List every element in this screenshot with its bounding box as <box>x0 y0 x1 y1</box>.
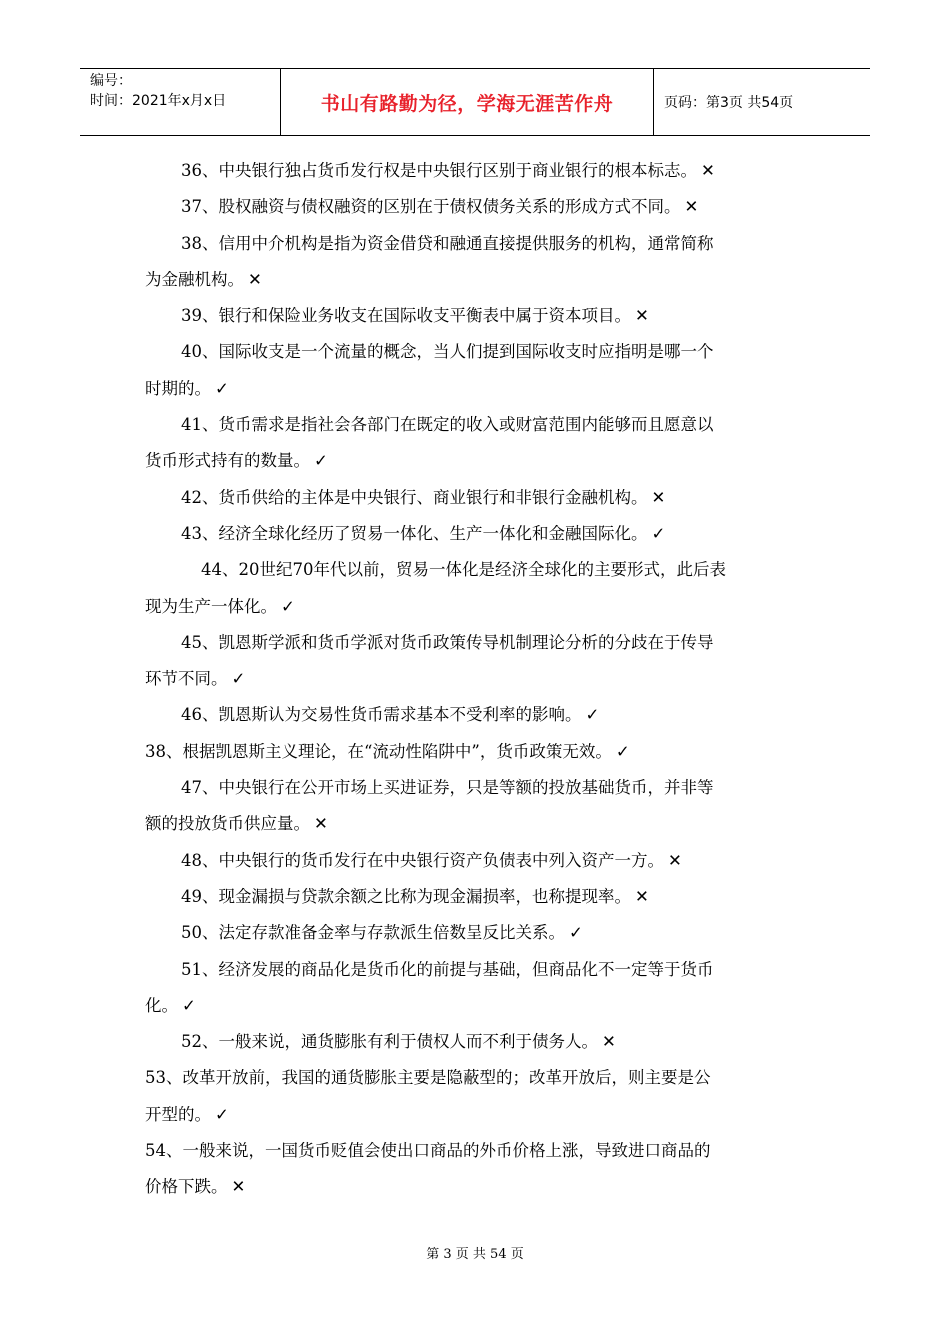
cross-mark-icon: ✕ <box>701 161 715 180</box>
text-line <box>145 915 810 951</box>
line-text: 48、中央银行的货币发行在中央银行资产负债表中列入资产一方。 <box>181 850 664 870</box>
line-text: 44、20世纪70年代以前，贸易一体化是经济全球化的主要形式，此后表 <box>201 560 726 580</box>
text-line <box>145 153 810 189</box>
cross-mark-icon: ✕ <box>231 1177 246 1197</box>
text-line <box>145 770 810 806</box>
check-mark-icon: ✓ <box>281 596 295 616</box>
check-mark-icon: ✓ <box>215 1104 229 1124</box>
line-text: 54、一般来说，一国货币贬值会使出口商品的外币价格上涨，导致进口商品的 <box>145 1141 711 1161</box>
text-line <box>145 407 810 443</box>
check-mark-icon: ✓ <box>615 741 630 761</box>
line-text: 53、改革开放前，我国的通货膨胀主要是隐蔽型的；改革开放后，则主要是公 <box>145 1068 711 1088</box>
line-text: 现为生产一体化。 <box>145 596 277 616</box>
header-motto: 书山有路勤为径，学海无涯苦作舟 <box>281 69 654 135</box>
number-label: 编号： <box>90 73 132 89</box>
line-text: 36、中央银行独占货币发行权是中央银行区别于商业银行的根本标志。 <box>181 161 697 180</box>
cross-mark-icon: ✕ <box>635 306 649 326</box>
text-line <box>145 988 810 1024</box>
text-line <box>145 189 810 225</box>
cross-mark-icon: ✕ <box>314 814 328 834</box>
check-mark-icon: ✓ <box>314 451 328 471</box>
cross-mark-icon: ✕ <box>248 269 262 289</box>
line-text: 41、货币需求是指社会各部门在既定的收入或财富范围内能够而且愿意以 <box>181 415 714 435</box>
page-header <box>80 68 870 136</box>
text-line <box>145 516 810 552</box>
line-text: 47、中央银行在公开市场上买进证券，只是等额的投放基础货币，并非等 <box>181 778 714 798</box>
header-meta <box>80 69 281 135</box>
line-text: 45、凯恩斯学派和货币学派对货币政策传导机制理论分析的分歧在于传导 <box>181 632 714 652</box>
check-mark-icon: ✓ <box>585 705 600 725</box>
cross-mark-icon: ✕ <box>684 197 699 217</box>
line-text: 37、股权融资与债权融资的区别在于债权债务关系的形成方式不同。 <box>181 197 681 217</box>
line-text: 额的投放货币供应量。 <box>145 814 310 834</box>
text-line <box>145 697 810 733</box>
line-text: 时期的。 <box>145 378 211 398</box>
check-mark-icon: ✓ <box>651 523 666 543</box>
text-line <box>145 661 810 697</box>
line-text: 46、凯恩斯认为交易性货币需求基本不受利率的影响。 <box>181 705 582 725</box>
line-text: 开型的。 <box>145 1104 211 1124</box>
text-line <box>145 226 810 262</box>
line-text: 38、根据凯恩斯主义理论，在“流动性陷阱中”，货币政策无效。 <box>145 741 612 761</box>
line-text: 51、经济发展的商品化是货币化的前提与基础，但商品化不一定等于货币 <box>181 959 714 979</box>
line-text: 40、国际收支是一个流量的概念，当人们提到国际收支时应指明是哪一个 <box>181 342 714 362</box>
text-line <box>145 552 810 588</box>
line-text: 化。 <box>145 995 178 1015</box>
date-label: 时间：2021年x月x日 <box>90 93 227 109</box>
text-line <box>145 1097 810 1133</box>
line-text: 为金融机构。 <box>145 269 244 289</box>
text-line <box>145 589 810 625</box>
line-text: 42、货币供给的主体是中央银行、商业银行和非银行金融机构。 <box>181 487 648 507</box>
text-line <box>145 843 810 879</box>
check-mark-icon: ✓ <box>569 923 583 943</box>
text-line <box>145 1133 810 1169</box>
check-mark-icon: ✓ <box>182 995 196 1015</box>
text-line <box>145 262 810 298</box>
page-footer: 第 3 页 共 54 页 <box>426 1247 524 1262</box>
header-page-info: 页码：第3页 共54页 <box>664 95 794 111</box>
text-line <box>145 371 810 407</box>
line-text: 43、经济全球化经历了贸易一体化、生产一体化和金融国际化。 <box>181 523 648 543</box>
text-line <box>145 806 810 842</box>
text-line <box>145 480 810 516</box>
check-mark-icon: ✓ <box>215 378 229 398</box>
text-line <box>145 1060 810 1096</box>
text-line <box>145 1024 810 1060</box>
check-mark-icon: ✓ <box>231 669 246 689</box>
line-text: 货币形式持有的数量。 <box>145 451 310 471</box>
document-body <box>145 153 810 1206</box>
cross-mark-icon: ✕ <box>602 1032 616 1052</box>
text-line <box>145 734 810 770</box>
line-text: 52、一般来说，通货膨胀有利于债权人而不利于债务人。 <box>181 1032 598 1052</box>
line-text: 49、现金漏损与贷款余额之比称为现金漏损率，也称提现率。 <box>181 886 631 906</box>
text-line <box>145 952 810 988</box>
cross-mark-icon: ✕ <box>635 886 649 906</box>
text-line <box>145 298 810 334</box>
line-text: 价格下跌。 <box>145 1177 228 1197</box>
cross-mark-icon: ✕ <box>668 850 682 870</box>
cross-mark-icon: ✕ <box>651 487 666 507</box>
text-line <box>145 625 810 661</box>
line-text: 环节不同。 <box>145 669 228 689</box>
text-line <box>145 1169 810 1205</box>
line-text: 39、银行和保险业务收支在国际收支平衡表中属于资本项目。 <box>181 306 631 326</box>
text-line <box>145 879 810 915</box>
text-line <box>145 443 810 479</box>
text-line <box>145 334 810 370</box>
line-text: 38、信用中介机构是指为资金借贷和融通直接提供服务的机构，通常简称 <box>181 233 714 253</box>
line-text: 50、法定存款准备金率与存款派生倍数呈反比关系。 <box>181 923 565 943</box>
